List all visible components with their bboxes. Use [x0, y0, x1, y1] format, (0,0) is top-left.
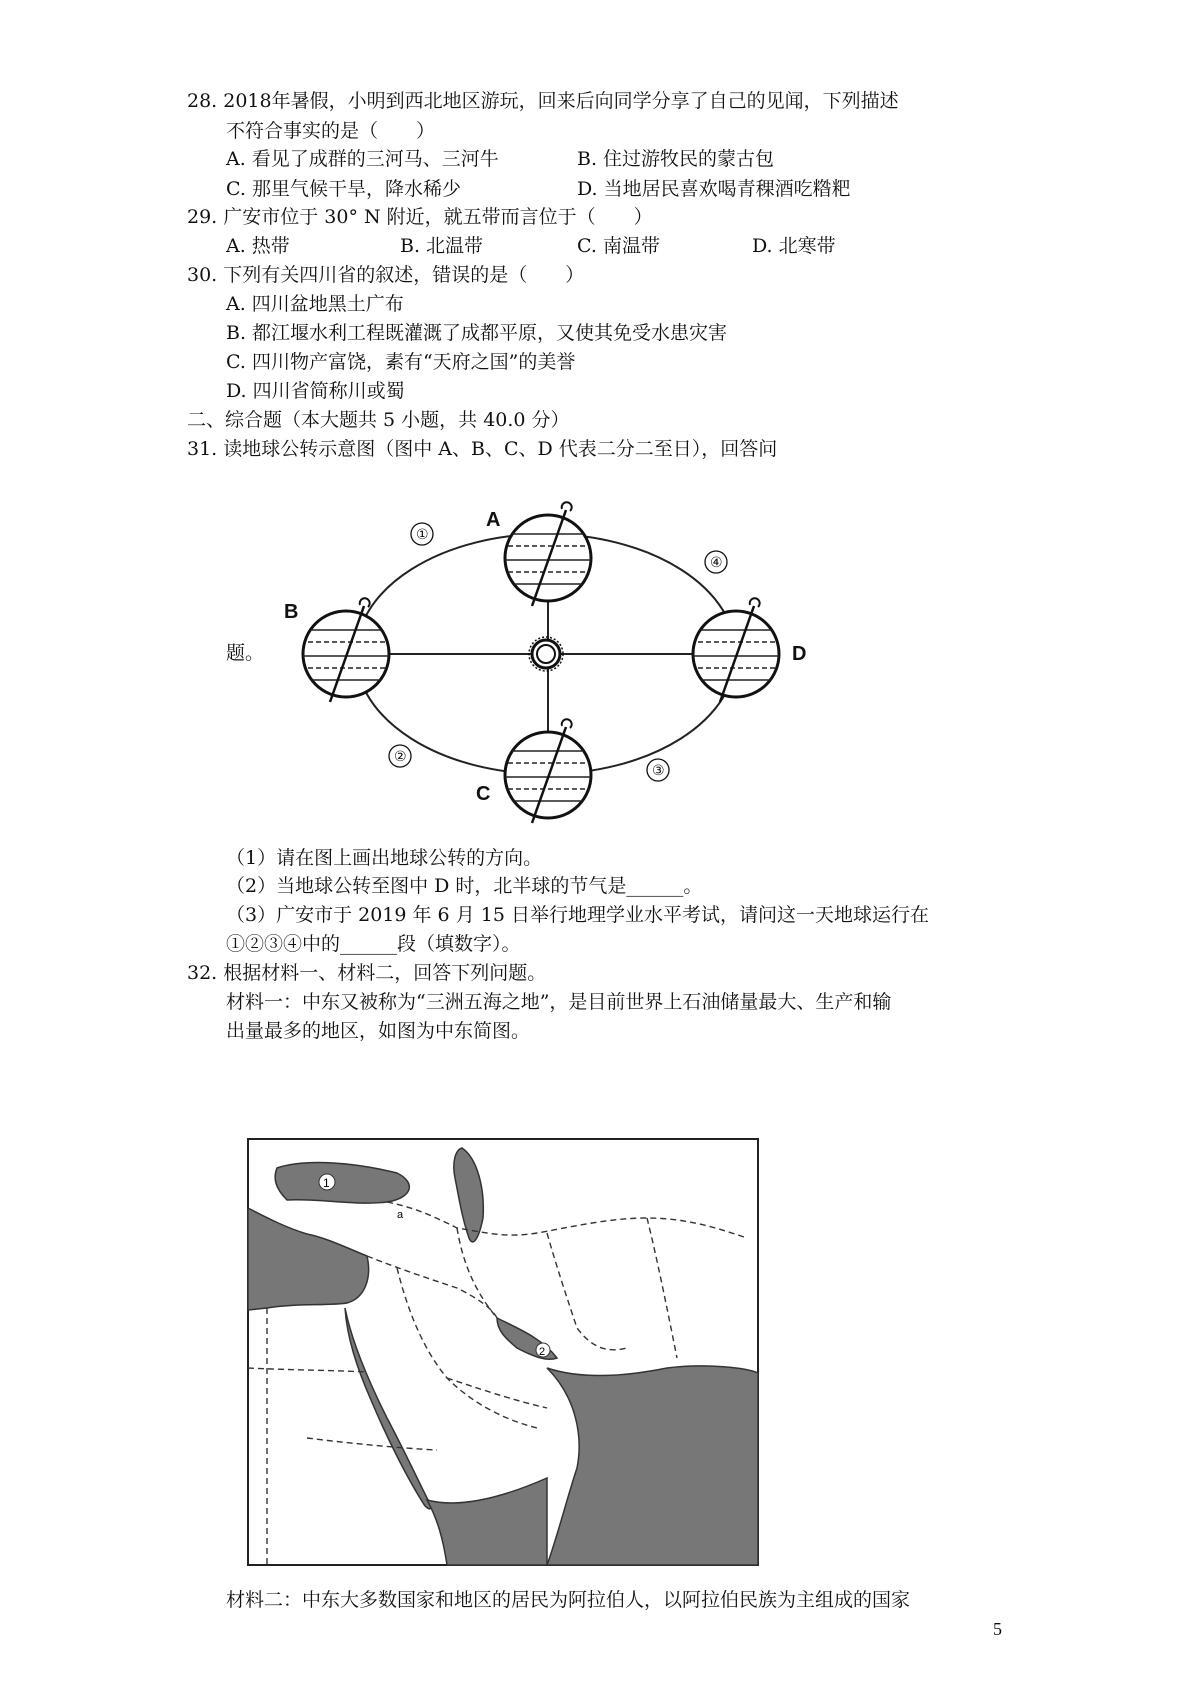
q28-option-b: B. 住过游牧民的蒙古包: [577, 148, 775, 170]
rotation-arrow-icon: [750, 598, 760, 607]
earth-b: [300, 598, 396, 702]
label-b: B: [284, 601, 299, 623]
q32-material2-line1: 材料二：中东大多数国家和地区的居民为阿拉伯人，以阿拉伯民族为主组成的国家: [226, 1589, 911, 1611]
q29-option-d: D. 北寒带: [752, 235, 836, 257]
q31-sub3-line2: ①②③④中的______段（填数字）。: [226, 933, 521, 955]
map-mark-a: a: [397, 1209, 404, 1221]
map-mark-1-label: 1: [323, 1176, 330, 1190]
q29-option-c: C. 南温带: [577, 235, 660, 257]
segment-2-label: ②: [394, 749, 407, 765]
q32-material1-line1: 材料一：中东又被称为“三洲五海之地”，是目前世界上石油储量最大、生产和输: [226, 991, 892, 1013]
q31-sub2: （2）当地球公转至图中 D 时，北半球的节气是______。: [226, 875, 703, 897]
q31-stem: 31. 读地球公转示意图（图中 A、B、C、D 代表二分二至日），回答问: [187, 438, 778, 460]
q30-option-d: D. 四川省简称川或蜀: [226, 380, 405, 402]
q29-option-a: A. 热带: [226, 235, 290, 257]
earth-revolution-diagram: [284, 509, 880, 884]
segment-3-label: ③: [652, 763, 665, 779]
rotation-arrow-icon: [562, 719, 572, 728]
rotation-arrow-icon: [360, 598, 370, 607]
earth-c: [500, 719, 596, 823]
q29-stem: 29. 广安市位于 30° N 附近，就五带而言位于（ ）: [187, 206, 653, 228]
arabian-sea: [547, 1366, 758, 1565]
q32-stem: 32. 根据材料一、材料二，回答下列问题。: [187, 962, 547, 984]
middle-east-map: [247, 1138, 759, 1566]
q31-sub3-line1: （3）广安市于 2019 年 6 月 15 日举行地理学业水平考试，请问这一天地球运行在: [226, 904, 929, 926]
label-c: C: [476, 783, 491, 805]
label-a: A: [486, 509, 501, 531]
segment-1-label: ①: [416, 527, 429, 543]
q28-option-c: C. 那里气候干旱，降水稀少: [226, 178, 461, 200]
q30-option-b: B. 都江堰水利工程既灌溉了成都平原，又使其免受水患灾害: [226, 322, 728, 344]
rotation-arrow-icon: [562, 502, 572, 511]
map-mark-2-label: 2: [539, 1346, 546, 1358]
q28-option-a: A. 看见了成群的三河马、三河牛: [226, 148, 499, 170]
sun-icon: [529, 637, 563, 671]
segment-4-label: ④: [710, 555, 723, 571]
q28-option-d: D. 当地居民喜欢喝青稞酒吃糌粑: [577, 178, 851, 200]
q32-material1-line2: 出量最多的地区，如图为中东简图。: [226, 1020, 531, 1042]
q30-option-c: C. 四川物产富饶，素有“天府之国”的美誉: [226, 351, 576, 373]
page-number: 5: [993, 1619, 1002, 1639]
earth-a: [500, 502, 596, 606]
earth-d: [690, 598, 786, 702]
section-title: 二、综合题（本大题共 5 小题，共 40.0 分）: [187, 409, 570, 431]
q28-stem-line2: 不符合事实的是（ ）: [226, 120, 436, 142]
q30-stem: 30. 下列有关四川省的叙述，错误的是（ ）: [187, 264, 585, 286]
label-d: D: [792, 643, 807, 665]
q31-stem-tail: 题。: [226, 642, 265, 664]
q31-sub1: （1）请在图上画出地球公转的方向。: [226, 847, 543, 869]
q28-stem-line1: 28. 2018年暑假，小明到西北地区游玩，回来后向同学分享了自己的见闻，下列描述: [187, 90, 899, 112]
q29-option-b: B. 北温带: [400, 235, 484, 257]
q30-option-a: A. 四川盆地黑土广布: [226, 293, 404, 315]
